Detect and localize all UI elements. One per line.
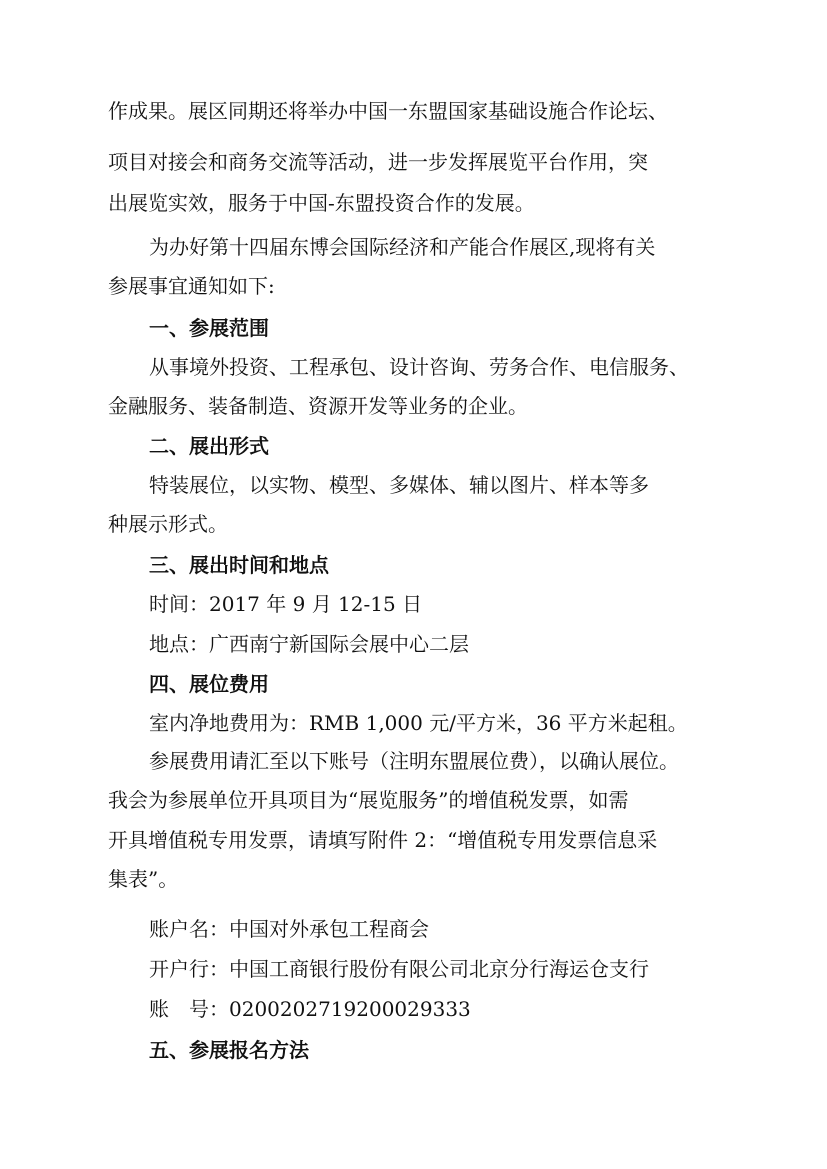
paragraph-line: 参展费用请汇至以下账号（注明东盟展位费），以确认展位。 bbox=[149, 749, 679, 773]
account-name: 账户名：中国对外承包工程商会 bbox=[149, 917, 429, 941]
section-heading-registration: 五、参展报名方法 bbox=[149, 1038, 309, 1062]
section-heading-fees: 四、展位费用 bbox=[149, 672, 269, 696]
paragraph-line: 特装展位，以实物、模型、多媒体、辅以图片、样本等多 bbox=[149, 473, 649, 497]
paragraph-line: 集表”。 bbox=[108, 867, 179, 891]
paragraph-line: 种展示形式。 bbox=[108, 512, 228, 536]
paragraph-line: 作成果。展区同期还将举办中国一东盟国家基础设施合作论坛、 bbox=[108, 99, 668, 123]
paragraph-line: 金融服务、装备制造、资源开发等业务的企业。 bbox=[108, 394, 528, 418]
paragraph-line: 从事境外投资、工程承包、设计咨询、劳务合作、电信服务、 bbox=[149, 355, 689, 379]
paragraph-line: 我会为参展单位开具项目为“展览服务”的增值税发票，如需 bbox=[108, 788, 629, 812]
account-bank: 开户行：中国工商银行股份有限公司北京分行海运仓支行 bbox=[149, 957, 649, 981]
paragraph-line: 出展览实效，服务于中国-东盟投资合作的发展。 bbox=[108, 191, 535, 215]
account-number: 账 号：0200202719200029333 bbox=[149, 997, 471, 1021]
event-time: 时间：2017 年 9 月 12-15 日 bbox=[149, 592, 423, 616]
section-heading-scope: 一、参展范围 bbox=[149, 316, 269, 340]
booth-fee: 室内净地费用为：RMB 1,000 元/平方米，36 平方米起租。 bbox=[149, 711, 688, 735]
event-place: 地点：广西南宁新国际会展中心二层 bbox=[149, 632, 469, 656]
paragraph-line: 项目对接会和商务交流等活动，进一步发挥展览平台作用，突 bbox=[108, 150, 648, 174]
paragraph-line: 为办好第十四届东博会国际经济和产能合作展区,现将有关 bbox=[149, 235, 656, 259]
section-heading-format: 二、展出形式 bbox=[149, 434, 269, 458]
section-heading-time-place: 三、展出时间和地点 bbox=[149, 553, 329, 577]
paragraph-line: 参展事宜通知如下: bbox=[108, 274, 275, 298]
paragraph-line: 开具增值税专用发票，请填写附件 2：“增值税专用发票信息采 bbox=[108, 828, 658, 852]
